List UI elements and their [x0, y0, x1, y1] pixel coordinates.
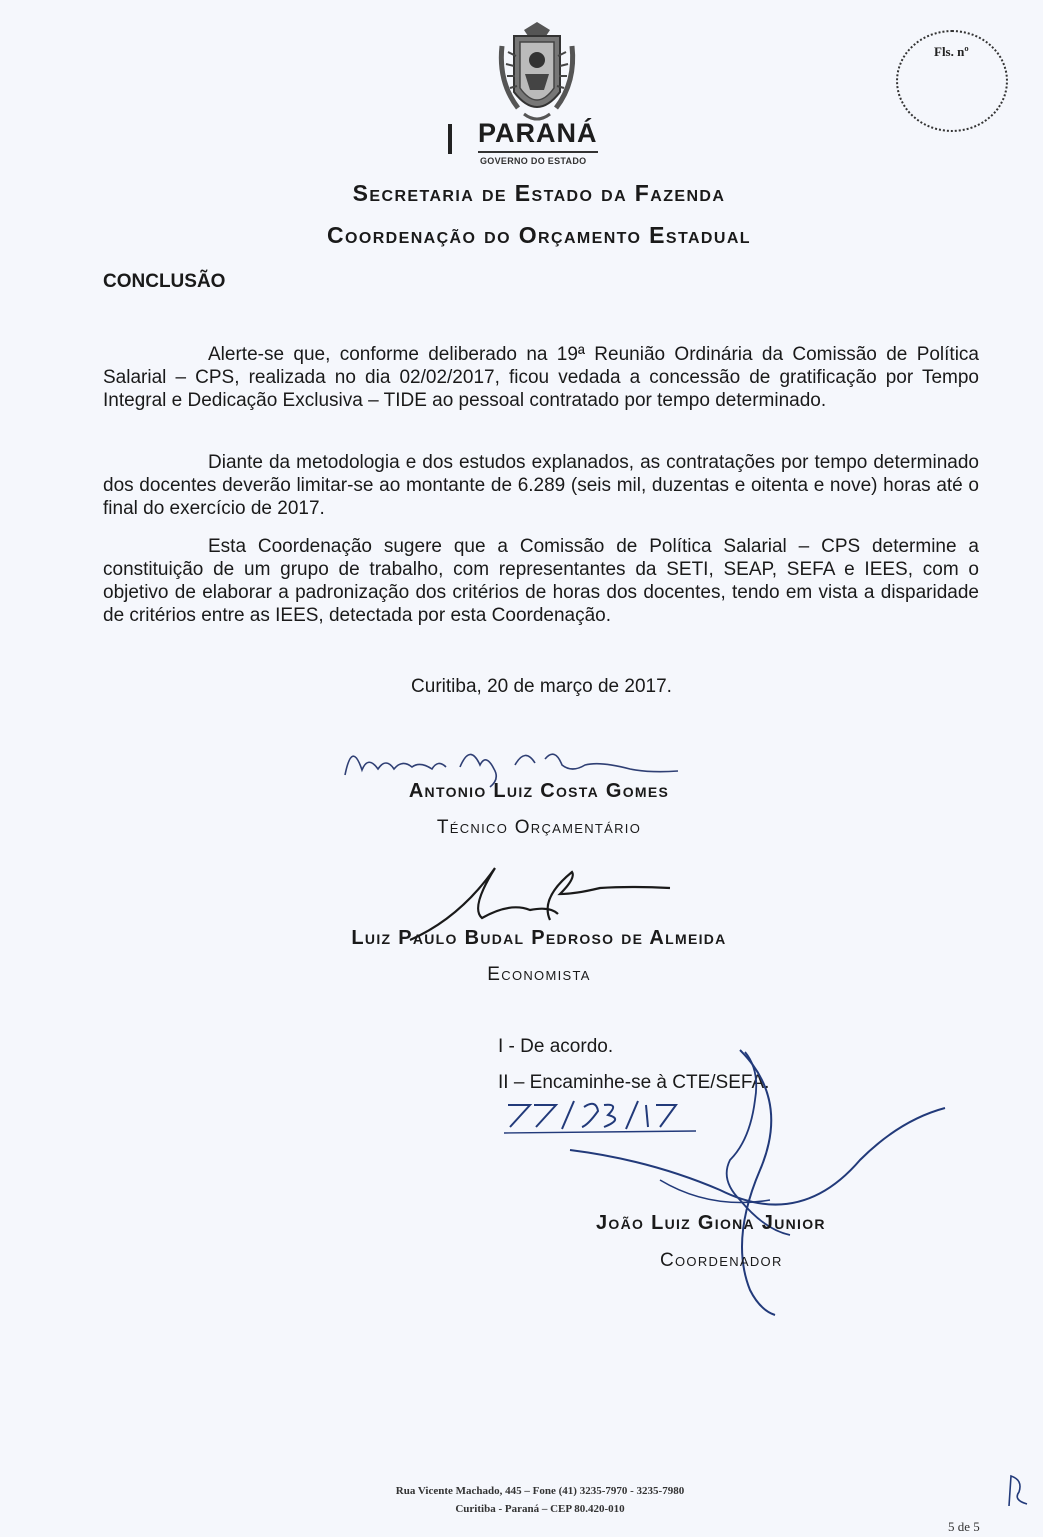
logo-subtitle: GOVERNO DO ESTADO — [480, 156, 587, 166]
section-title: CONCLUSÃO — [103, 271, 226, 292]
folio-stamp-label: Fls. nº — [934, 44, 969, 59]
approval-line-1: I - De acordo. — [498, 1036, 614, 1057]
handwritten-approval-date — [500, 1095, 700, 1137]
footer-address: Rua Vicente Machado, 445 – Fone (41) 3235-7970 - 3235-7980 — [395, 1485, 685, 1497]
signatory-1-name: Antonio Luiz Costa Gomes — [408, 780, 670, 802]
approval-line-2: II – Encaminhe-se à CTE/SEFA. — [498, 1072, 770, 1093]
signatory-1-role: Técnico Orçamentário — [436, 817, 642, 838]
logo-rule — [478, 151, 598, 153]
signatory-2-role: Economista — [487, 964, 591, 985]
folio-stamp — [896, 30, 1008, 132]
department-heading: Coordenação do Orçamento Estadual — [327, 222, 751, 248]
page-number: 5 de 5 — [948, 1519, 980, 1534]
logo-mark — [448, 124, 452, 154]
signatory-3-role: Coordenador — [660, 1250, 783, 1271]
paragraph-1: Alerte-se que, conforme deliberado na 19ª Reunião Ordinária da Comissão de Política Salarial – CPS, realizada no dia 02/02/2017, ficou vedada a concessão de gratificação por Tempo Integral e Dedicação Exclusiva – TIDE ao pessoal contratado por tempo determinado. — [103, 344, 979, 411]
footer-city: Curitiba - Paraná – CEP 80.420-010 — [455, 1503, 625, 1515]
logo-wordmark: PARANÁ — [478, 118, 598, 148]
paragraph-2: Diante da metodologia e dos estudos explanados, as contratações por tempo determinado dos docentes deverão limitar-se ao montante de 6.289 (seis mil, duzentas e oitenta e nove) horas até o final do exercício de 2017. — [103, 452, 979, 519]
secretariat-heading: Secretaria de Estado da Fazenda — [352, 180, 726, 206]
date-line: Curitiba, 20 de março de 2017. — [411, 676, 672, 697]
paragraph-3: Esta Coordenação sugere que a Comissão de Política Salarial – CPS determine a constituição de um grupo de trabalho, com representantes da SETI, SEAP, SEFA e IEES, com o objetivo de elaborar a padronização dos critérios de horas dos docentes, tendo em vista a disparidade de critérios entre as IEES, detectada por esta Coordenação. — [103, 536, 979, 626]
signatory-2-name: Luiz Paulo Budal Pedroso de Almeida — [351, 927, 727, 949]
signatory-3-name: João Luiz Giona Junior — [596, 1212, 826, 1234]
parana-coat-of-arms-icon — [494, 22, 580, 126]
